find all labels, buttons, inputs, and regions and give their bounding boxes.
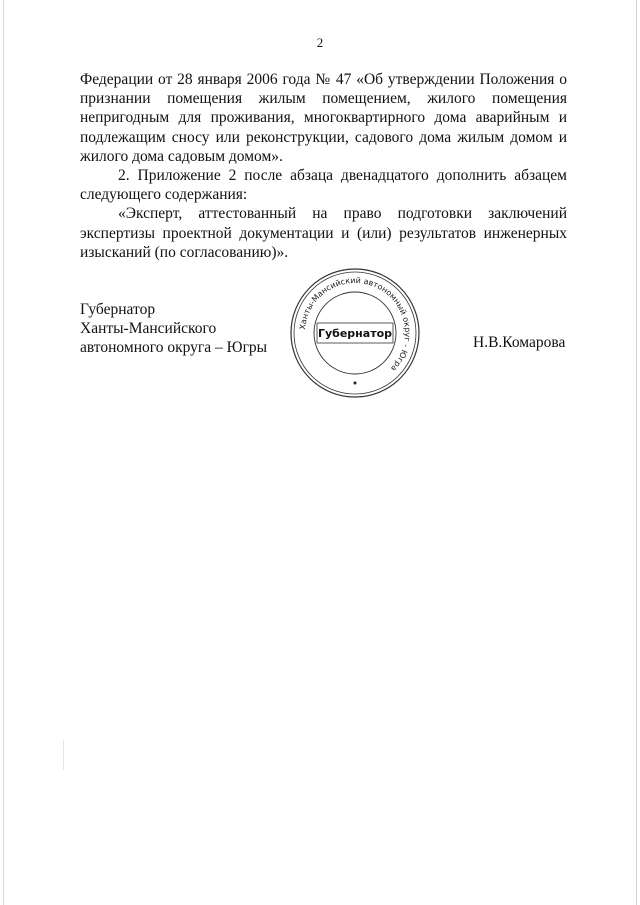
scan-mark bbox=[63, 740, 64, 770]
paragraph-quote: «Эксперт, аттестованный на право подготовки заключений экспертизы проектной документации и (или) результатов инженерных изысканий (по согласованию)». bbox=[80, 205, 567, 261]
signature-title-line: Губернатор bbox=[80, 301, 156, 318]
stamp-center-text: Губернатор bbox=[317, 327, 393, 340]
official-seal-stamp bbox=[285, 268, 425, 398]
signature-title-line: автономного округа – Югры bbox=[80, 339, 268, 357]
signature-title-line: Ханты-Мансийского bbox=[80, 320, 217, 338]
document-body bbox=[80, 70, 567, 262]
paragraph-continuation: Федерации от 28 января 2006 года № 47 «Об утверждении Положения о признании помещения жилым помещением, жилого помещения непригодным для проживания, многоквартирного дома аварийным и подлежащим сносу или реконструкции, садового дома жилым домом и жилого дома садовым домом». bbox=[80, 71, 567, 165]
stamp-ring-text: Ханты-Мансийский автономный округ - Югра bbox=[298, 275, 413, 374]
paragraph-item-2: 2. Приложение 2 после абзаца двенадцатого дополнить абзацем следующего содержания: bbox=[80, 167, 567, 204]
signer-name: Н.В.Комарова bbox=[473, 334, 566, 351]
signature-title-block bbox=[80, 300, 267, 358]
page-edge-right bbox=[636, 0, 637, 905]
page-number: 2 bbox=[316, 35, 324, 50]
page-edge-left bbox=[3, 0, 4, 905]
